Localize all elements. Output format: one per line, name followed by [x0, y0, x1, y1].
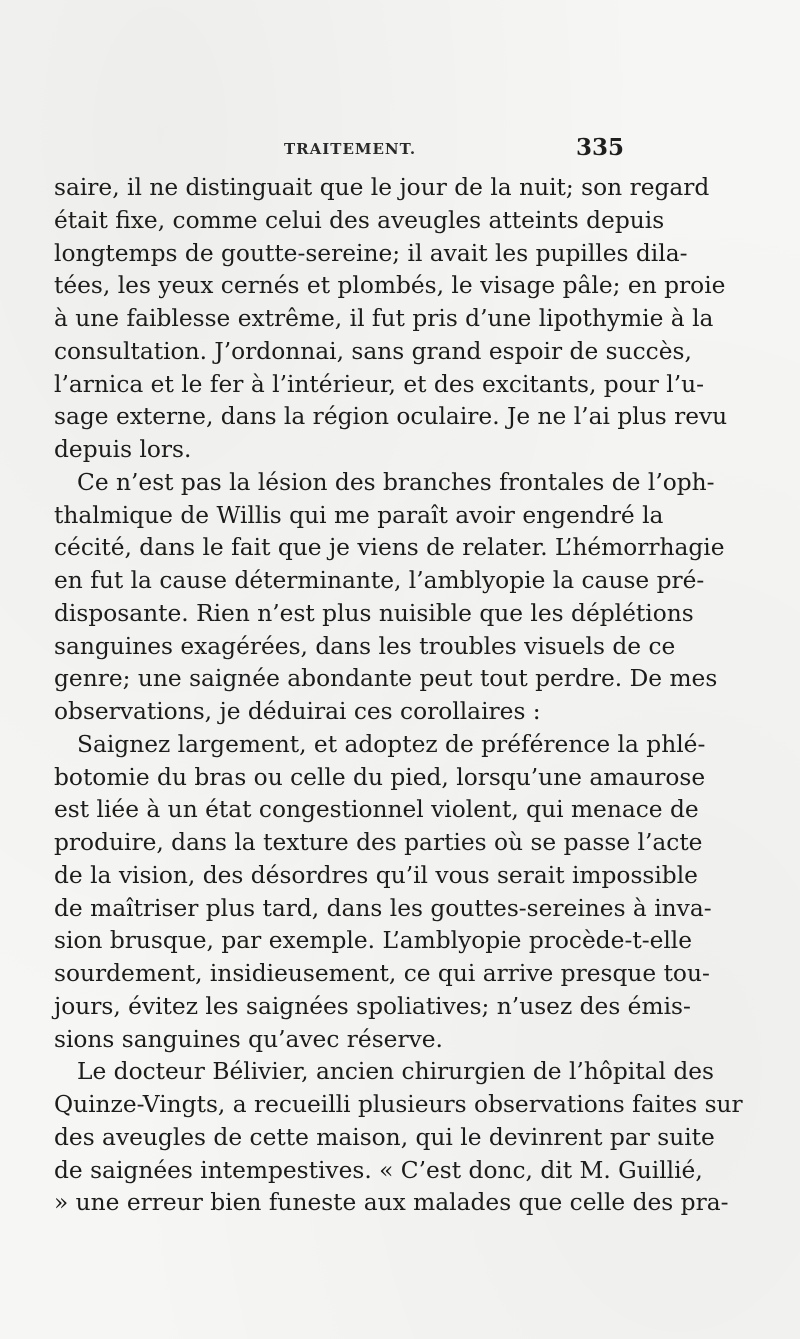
page-number: 335	[575, 134, 624, 161]
text-line: de la vision, des désordres qu’il vous serait impossible	[54, 861, 698, 889]
text-line: observations, je déduirai ces corollaires :	[54, 698, 541, 725]
text-line: depuis lors.	[54, 436, 192, 463]
running-title: TRAITEMENT.	[284, 140, 417, 158]
running-head	[54, 134, 624, 164]
text-line: genre; une saignée abondante peut tout perdre. De mes	[54, 665, 718, 693]
text-line: jours, évitez les saignées spoliatives; n’usez des émis-	[54, 992, 691, 1020]
text-line: disposante. Rien n’est plus nuisible que les déplétions	[54, 599, 694, 627]
text-line: » une erreur bien funeste aux malades que celle des pra-	[54, 1189, 729, 1217]
text-line: en fut la cause déterminante, l’amblyopie la cause pré-	[54, 567, 705, 594]
text-line: thalmique de Willis qui me paraît avoir engendré la	[54, 501, 664, 529]
text-line: Saignez largement, et adoptez de préférence la phlé-	[77, 730, 706, 758]
text-line: saire, il ne distinguait que le jour de la nuit; son regard	[54, 174, 710, 201]
text-line: est liée à un état congestionnel violent, qui menace de	[54, 796, 699, 824]
text-line: produire, dans la texture des parties où se passe l’acte	[54, 829, 703, 856]
body-text	[54, 172, 743, 1220]
paragraph	[54, 1056, 743, 1220]
text-line: Le docteur Bélivier, ancien chirurgien de l’hôpital des	[77, 1058, 714, 1086]
text-line: de maîtriser plus tard, dans les gouttes-sereines à inva-	[54, 894, 712, 922]
paragraph	[54, 467, 725, 729]
text-line: sanguines exagérées, dans les troubles visuels de ce	[54, 632, 676, 660]
text-line: Ce n’est pas la lésion des branches frontales de l’oph-	[77, 468, 715, 496]
text-line: longtemps de goutte-sereine; il avait les pupilles dila-	[54, 239, 688, 267]
text-line: sourdement, insidieusement, ce qui arrive presque tou-	[54, 960, 710, 987]
text-line: sion brusque, par exemple. L’amblyopie procède-t-elle	[54, 927, 693, 955]
text-line: de saignées intempestives. « C’est donc, dit M. Guillié,	[54, 1156, 703, 1184]
text-line: botomie du bras ou celle du pied, lorsqu’une amaurose	[54, 763, 706, 791]
text-line: cécité, dans le fait que je viens de relater. L’hémorrhagie	[54, 534, 725, 562]
text-line: l’arnica et le fer à l’intérieur, et des excitants, pour l’u-	[54, 370, 704, 398]
text-line: Quinze-Vingts, a recueilli plusieurs observations faites sur	[54, 1091, 743, 1118]
paragraph	[54, 172, 728, 467]
text-line: était fixe, comme celui des aveugles atteints depuis	[54, 206, 665, 234]
text-line: tées, les yeux cernés et plombés, le visage pâle; en proie	[54, 272, 726, 300]
text-line: des aveugles de cette maison, qui le devinrent par suite	[54, 1123, 715, 1151]
text-line: consultation. J’ordonnai, sans grand espoir de succès,	[54, 337, 692, 365]
text-line: sage externe, dans la région oculaire. Je ne l’ai plus revu	[54, 403, 728, 431]
text-line: sions sanguines qu’avec réserve.	[54, 1025, 443, 1053]
paragraph	[54, 729, 712, 1057]
text-line: à une faiblesse extrême, il fut pris d’une lipothymie à la	[54, 305, 714, 332]
